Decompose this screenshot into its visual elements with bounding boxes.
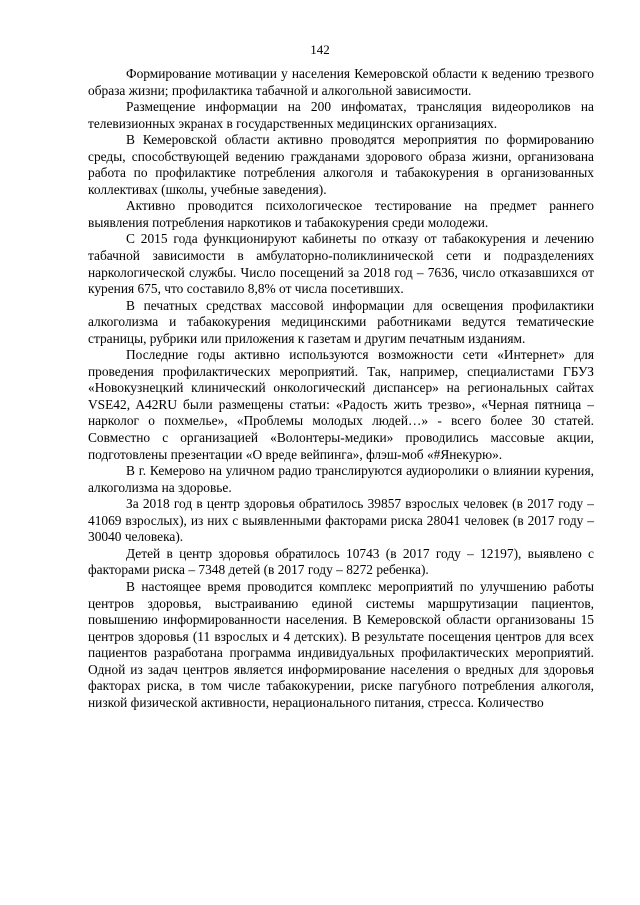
paragraph: В г. Кемерово на уличном радио транслируются аудиоролики о влиянии курения, алкоголизма на здоровье. <box>88 463 594 495</box>
paragraph: В печатных средствах массовой информации для освещения профилактики алкоголизма и табакокурения медицинскими работниками ведутся тематические страницы, рубрики или приложения к газетам и другим печатным изданиям. <box>88 297 594 346</box>
paragraph: Активно проводится психологическое тестирование на предмет раннего выявления потребления наркотиков и табакокурения среди молодежи. <box>88 198 594 230</box>
paragraph: За 2018 год в центр здоровья обратилось 39857 взрослых человек (в 2017 году – 41069 взрослых), из них с выявленными факторами риска 28041 человек (в 2017 году – 30040 человека). <box>88 496 594 545</box>
paragraph: Размещение информации на 200 инфоматах, трансляция видеороликов на телевизионных экранах в государственных медицинских организациях. <box>88 99 594 131</box>
paragraph: Последние годы активно используются возможности сети «Интернет» для проведения профилактических мероприятий. Так, например, специалистами ГБУЗ «Новокузнецкий клинический онкологический диспансер» на региональных сайтах VSE42, A42RU были размещены статьи: «Радость жить трезво», «Черная пятница – нарколог о похмелье», «Проблемы молодых людей…» - всего более 30 статей. Совместно с организацией «Волонтеры-медики» проводились массовые акции, подготовлены презентации «О вреде вейпинга», флэш-моб «#Янекурю». <box>88 347 594 462</box>
paragraph: Формирование мотивации у населения Кемеровской области к ведению трезвого образа жизни; профилактика табачной и алкогольной зависимости. <box>88 66 594 98</box>
paragraph: Детей в центр здоровья обратилось 10743 (в 2017 году – 12197), выявлено с факторами риска – 7348 детей (в 2017 году – 8272 ребенка). <box>88 545 594 578</box>
page-number: 142 <box>310 42 330 57</box>
document-body <box>88 66 594 711</box>
paragraph: С 2015 года функционируют кабинеты по отказу от табакокурения и лечению табачной зависимости в амбулаторно-поликлинической сети и подразделениях наркологической службы. Число посещений за 2018 год – 7636, число отказавшихся от курения 675, что составило 8,8% от числа посетивших. <box>88 231 594 297</box>
paragraph: В настоящее время проводится комплекс мероприятий по улучшению работы центров здоровья, выстраиванию единой системы маршрутизации пациентов, повышению информированности населения. В Кемеровской области организованы 15 центров здоровья (11 взрослых и 4 детских). В результате посещения центров для всех пациентов разработана программа индивидуальных профилактических мероприятий. Одной из задач центров является информирование населения о вредных для здоровья факторах риска, в том числе табакокурении, риске пагубного потребления алкоголя, низкой физической активности, нерационального питания, стресса. Количество <box>88 578 594 710</box>
paragraph: В Кемеровской области активно проводятся мероприятия по формированию среды, способствующей ведению гражданами здорового образа жизни, организована работа по профилактике потребления алкоголя и табакокурения в организованных коллективах (школы, учебные заведения). <box>88 132 594 197</box>
